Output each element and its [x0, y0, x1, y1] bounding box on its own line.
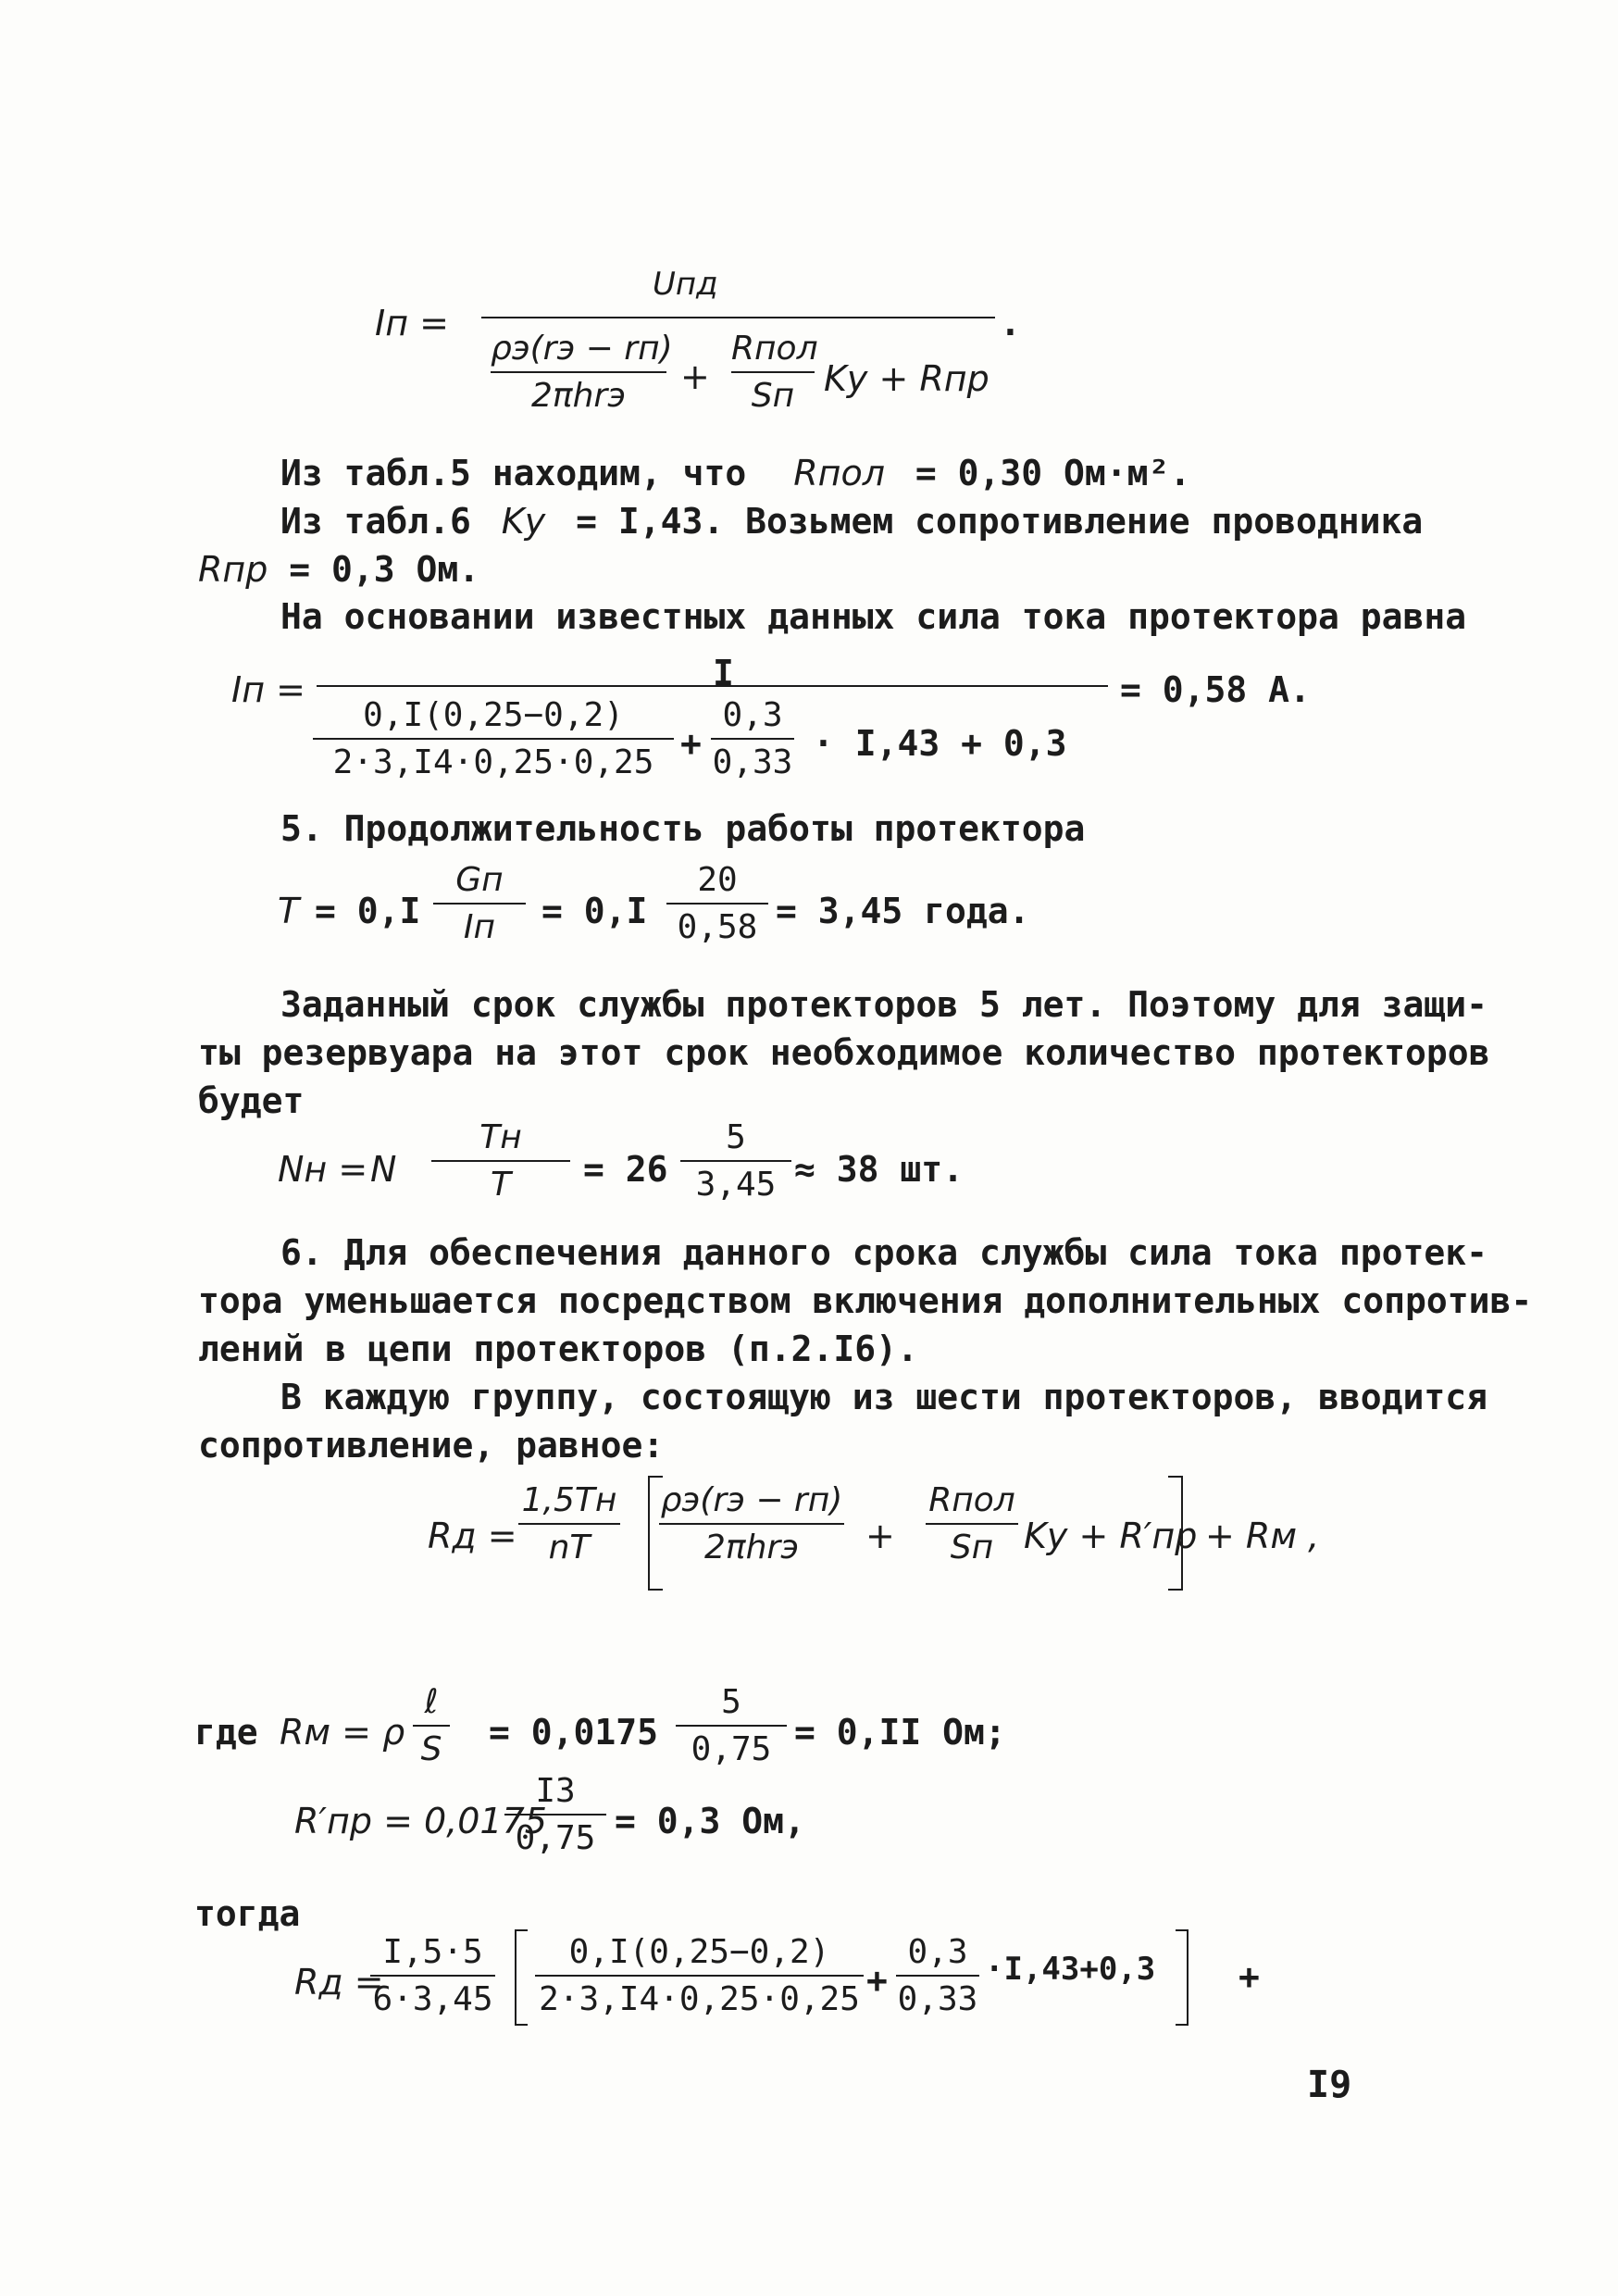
fraction-bar [491, 371, 666, 373]
fraction-numerator: I3 [535, 1772, 576, 1810]
formula-result: = 0,58 A. [1120, 669, 1311, 710]
fraction [433, 861, 526, 947]
formula-lhs: T [278, 891, 300, 931]
fraction [731, 330, 818, 416]
fraction [659, 1481, 844, 1567]
fraction [518, 1481, 620, 1567]
formula-lhs: Rд = [294, 1962, 384, 2003]
formula-result: = 0,3 Ом, [615, 1801, 805, 1841]
fraction [491, 330, 673, 416]
fraction-denominator: Sп [751, 377, 795, 416]
text: Из табл.5 находим, что [280, 453, 747, 493]
plus-sign: + [866, 1960, 888, 2001]
fraction-bar [680, 1160, 791, 1162]
fraction-denominator: 6·3,45 [372, 1980, 493, 2019]
fraction [535, 1933, 864, 2019]
fraction [926, 1481, 1018, 1567]
formula-numerator: Uпд [653, 266, 718, 303]
fraction-numerator: 20 [697, 861, 738, 899]
fraction-bar [433, 903, 526, 905]
formula-eq: = 0,I [315, 891, 421, 931]
fraction [666, 861, 768, 947]
plus-sign: + [865, 1516, 895, 1556]
fraction-denominator: 0,58 [677, 908, 758, 947]
formula-tail: Kу + R′пр [1024, 1516, 1198, 1556]
formula-result: ≈ 38 шт. [794, 1149, 965, 1190]
paragraph-table6 [280, 501, 1424, 542]
fraction-bar [731, 371, 815, 373]
text: Из табл.6 [280, 501, 471, 542]
text: = 0,3 Ом. [289, 549, 480, 590]
paragraph-table5 [280, 455, 1190, 491]
paragraph-service-life-line3: будет [198, 1080, 305, 1121]
fraction-numerator: Tн [479, 1118, 522, 1156]
fraction-numerator: ρэ(rэ − rп) [491, 330, 673, 368]
section-6-line3: лений в цепи протекторов (п.2.I6). [198, 1329, 918, 1369]
formula-tail: · I,43 + 0,3 [813, 723, 1067, 764]
formula-n: N [370, 1149, 397, 1190]
fraction-bar [317, 685, 1108, 687]
fraction-bar [370, 1975, 495, 1977]
formula-lhs: R′пр = 0,0175 [294, 1801, 547, 1841]
formula-lhs: Iп = [375, 303, 449, 343]
fraction-denominator: 0,33 [712, 743, 793, 782]
fraction-bar [313, 738, 674, 740]
formula-tail: ·I,43+0,3 [985, 1951, 1156, 1988]
plus-sign: + [680, 356, 710, 397]
left-bracket [515, 1929, 528, 2026]
section-5-heading: 5. Продолжительность работы протектора [280, 808, 1086, 849]
formula-result: = 3,45 года. [776, 891, 1030, 931]
fraction-numerator: ρэ(rэ − rп) [660, 1481, 843, 1519]
fraction [413, 1683, 450, 1769]
fraction [313, 696, 674, 782]
formula-numerator: I [713, 653, 734, 693]
fraction-numerator: 0,3 [722, 696, 783, 734]
symbol-ku: Kу [501, 501, 546, 542]
paragraph-group-line1: В каждую группу, состоящую из шести протекторов, вводится [280, 1377, 1488, 1417]
fraction-numerator: 0,3 [907, 1933, 968, 1971]
fraction-bar [431, 1160, 570, 1162]
paragraph-known-data: На основании известных данных сила тока протектора равна [280, 596, 1467, 637]
formula-lhs: Nн = [278, 1149, 368, 1190]
formula-after: + Rм , [1205, 1516, 1320, 1556]
word-where: где [194, 1712, 258, 1753]
fraction-bar [659, 1523, 844, 1525]
fraction-bar [926, 1523, 1018, 1525]
paragraph-group-line2: сопротивление, равное: [198, 1425, 665, 1466]
formula-lhs: Iп = [231, 669, 305, 710]
fraction [676, 1683, 787, 1769]
paragraph-service-life-line2: ты резервуара на этот срок необходимое количество протекторов [198, 1032, 1490, 1073]
fraction-numerator: 5 [726, 1118, 746, 1156]
fraction [680, 1118, 791, 1204]
fraction-bar [535, 1975, 864, 1977]
fraction-bar [711, 738, 794, 740]
fraction-denominator: 2πhrэ [704, 1529, 799, 1567]
fraction-denominator: 2·3,I4·0,25·0,25 [539, 1980, 860, 2019]
fraction-denominator: 2·3,I4·0,25·0,25 [332, 743, 654, 782]
fraction-numerator: 0,I(0,25−0,2) [363, 696, 624, 734]
plus-sign: + [680, 723, 702, 764]
fraction-numerator: ℓ [424, 1683, 439, 1721]
fraction [896, 1933, 979, 2019]
page-number: I9 [1307, 2064, 1352, 2106]
fraction [370, 1933, 495, 2019]
symbol-rpol: Rпол [793, 453, 886, 493]
fraction [711, 696, 794, 782]
formula-eq: = 0,0175 [489, 1712, 659, 1753]
fraction-denominator: 3,45 [695, 1166, 777, 1204]
formula-tail: Kу + Rпр [824, 358, 989, 399]
formula-end: . [1000, 303, 1021, 343]
formula-lhs: Rм = ρ [280, 1712, 405, 1753]
right-bracket [1168, 1476, 1183, 1591]
fraction-numerator: Gп [455, 861, 504, 899]
fraction-denominator: 0,33 [897, 1980, 978, 2019]
fraction-bar [518, 1523, 620, 1525]
fraction-bar [481, 317, 995, 318]
fraction-numerator: I,5·5 [382, 1933, 483, 1971]
fraction-bar [413, 1725, 450, 1727]
fraction-numerator: Rпол [731, 330, 818, 368]
symbol-rpr: Rпр [198, 549, 268, 590]
fraction-bar [676, 1725, 787, 1727]
formula-lhs: Rд = [428, 1516, 517, 1556]
formula-result: = 0,II Ом; [794, 1712, 1006, 1753]
paragraph-service-life-line1: Заданный срок службы протекторов 5 лет. Поэтому для защи- [280, 984, 1488, 1025]
section-6-line1: 6. Для обеспечения данного срока службы сила тока протек- [280, 1232, 1488, 1273]
word-then: тогда [194, 1893, 301, 1934]
fraction-denominator: S [420, 1730, 442, 1769]
right-bracket [1176, 1929, 1189, 2026]
paragraph-rpr [198, 549, 480, 590]
fraction-denominator: 0,75 [515, 1819, 596, 1858]
fraction-bar [666, 903, 768, 905]
fraction-denominator: Iп [463, 908, 496, 947]
section-6-line2: тора уменьшается посредством включения дополнительных сопротив- [198, 1280, 1533, 1321]
fraction-denominator: T [491, 1166, 511, 1204]
fraction [431, 1118, 570, 1204]
fraction-numerator: 1,5Tн [521, 1481, 617, 1519]
formula-after: + [1238, 1956, 1260, 1997]
fraction-bar [896, 1975, 979, 1977]
formula-eq: = 26 [583, 1149, 668, 1190]
fraction-denominator: 0,75 [691, 1730, 772, 1769]
fraction-denominator: 2πhrэ [531, 377, 626, 416]
fraction-bar [504, 1814, 606, 1816]
value: = 0,30 Ом·м². [915, 453, 1191, 493]
fraction-numerator: Rпол [928, 1481, 1015, 1519]
fraction-numerator: 0,I(0,25−0,2) [568, 1933, 830, 1971]
fraction-denominator: nT [548, 1529, 591, 1567]
fraction [504, 1772, 606, 1858]
fraction-denominator: Sп [950, 1529, 994, 1567]
text: = I,43. Возьмем сопротивление проводника [576, 501, 1424, 542]
fraction-numerator: 5 [721, 1683, 741, 1721]
formula-eq: = 0,I [541, 891, 648, 931]
